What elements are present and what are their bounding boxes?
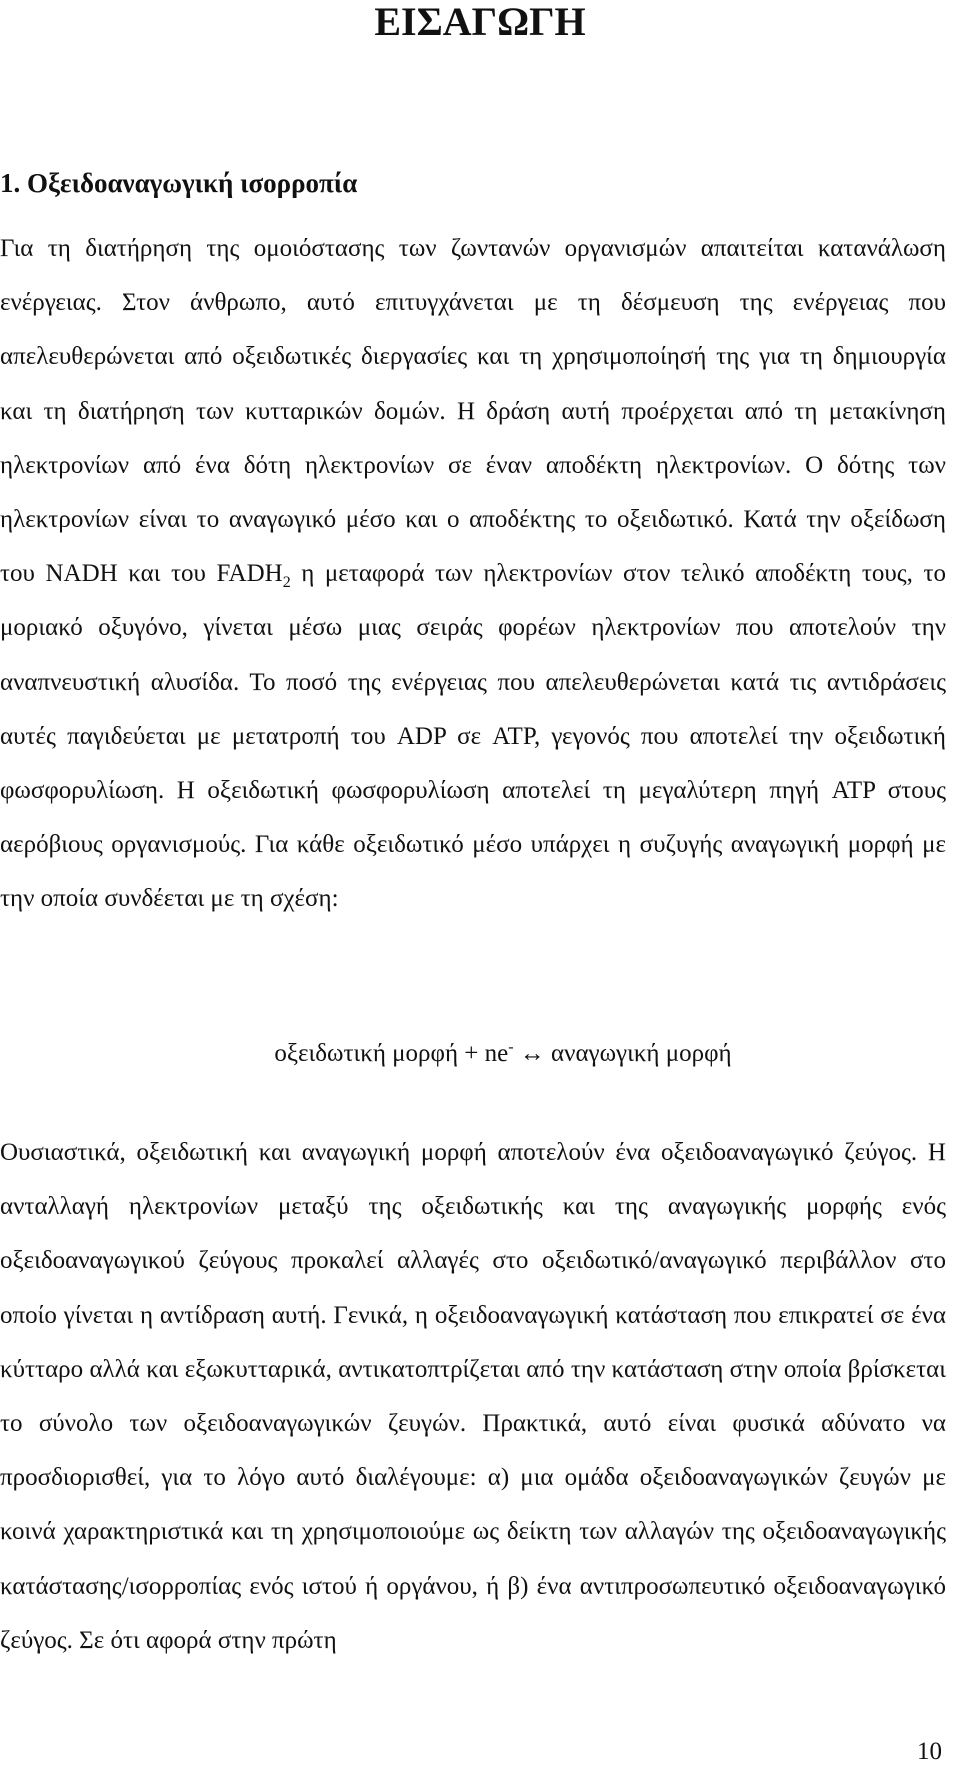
chapter-title: ΕΙΣΑΓΩΓΗ <box>374 0 586 44</box>
equation-right: ↔ αναγωγική μορφή <box>513 1040 732 1067</box>
electron-charge-superscript: - <box>508 1038 514 1056</box>
redox-equation <box>0 1034 946 1074</box>
page-number: 10 <box>917 1738 942 1765</box>
paragraph-redox-intro <box>0 222 946 927</box>
subscript-2: 2 <box>282 574 291 592</box>
equation-left: οξειδωτική μορφή + ne <box>274 1040 509 1067</box>
paragraph-redox-pair: Ουσιαστικά, οξειδωτική και αναγωγική μορφή αποτελούν ένα οξειδοαναγωγικό ζεύγος. Η ανταλλαγή ηλεκτρονίων μεταξύ της οξειδωτικής και της αναγωγικής μορφής ενός οξειδοαναγωγικού ζεύγους προκαλεί αλλαγές στο οξειδωτικό/αναγωγικό περιβάλλον στο οποίο γίνεται η αντίδραση αυτή. Γενικά, η οξειδοαναγωγική κατάσταση που επικρατεί σε ένα κύτταρο αλλά και εξωκυτταρικά, αντικατοπτρίζεται από την κατάσταση στην οποία βρίσκεται το σύνολο των οξειδοαναγωγικών ζευγών. Πρακτικά, αυτό είναι φυσικά αδύνατο να προσδιορισθεί, για το λόγο αυτό διαλέγουμε: α) μια ομάδα οξειδοαναγωγικών ζευγών με κοινά χαρακτηριστικά και τη χρησιμοποιούμε ως δείκτη των αλλαγών της οξειδοαναγωγικής κατάστασης/ισορροπίας ενός ιστού ή οργάνου, ή β) ένα αντιπροσωπευτικό οξειδοαναγωγικό ζεύγος. Σε ότι αφορά στην πρώτη <box>0 1139 946 1654</box>
paragraph-text: Για τη διατήρηση της ομοιόστασης των ζωντανών οργανισμών απαιτείται κατανάλωση ενέργειας. Στον άνθρωπο, αυτό επιτυγχάνεται με τη δέσμευση της ενέργειας που απελευθερώνεται από οξειδωτικές διεργασίες και τη χρησιμοποίησή της για τη δημιουργία και τη διατήρηση των κυτταρικών δομών. Η δράση αυτή προέρχεται από τη μετακίνηση ηλεκτρονίων από ένα δότη ηλεκτρονίων σε έναν αποδέκτη ηλεκτρονίων. Ο δότης των ηλεκτρονίων είναι το αναγωγικό μέσο και ο αποδέκτης το οξειδωτικό. Κατά την οξείδωση του NADH και του FADH <box>0 235 946 588</box>
paragraph-text-continued: η μεταφορά των ηλεκτρονίων στον τελικό αποδέκτη τους, το μοριακό οξυγόνο, γίνεται μέσω μιας σειράς φορέων ηλεκτρονίων που αποτελούν την αναπνευστική αλυσίδα. Το ποσό της ενέργειας που απελευθερώνεται κατά τις αντιδράσεις αυτές παγιδεύεται με μετατροπή του ADP σε ATP, γεγονός που αποτελεί την οξειδωτική φωσφορυλίωση. Η οξειδωτική φωσφορυλίωση αποτελεί τη μεγαλύτερη πηγή ATP στους αερόβιους οργανισμούς. Για κάθε οξειδωτικό μέσο υπάρχει η συζυγής αναγωγική μορφή με την οποία συνδέεται με τη σχέση: <box>0 560 947 913</box>
section-heading: 1. Οξειδοαναγωγική ισορροπία <box>0 168 358 198</box>
